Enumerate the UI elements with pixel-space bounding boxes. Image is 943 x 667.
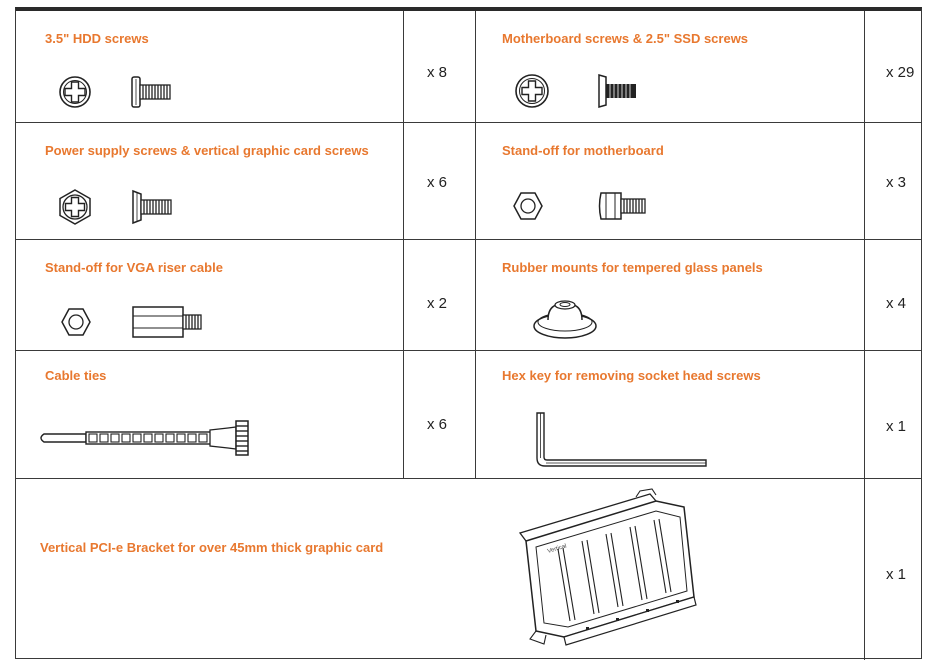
row-divider (16, 122, 921, 123)
screw-side-icon (597, 73, 639, 109)
bracket-brand-text: Vertical (546, 543, 568, 555)
item-label-pcie-bracket: Vertical PCI-e Bracket for over 45mm thick graphic card (40, 540, 384, 555)
item-label-hex-key: Hex key for removing socket head screws (502, 368, 761, 383)
column-divider (403, 11, 404, 478)
item-label-cable-ties: Cable ties (45, 368, 107, 383)
item-qty-cable-ties: x 6 (427, 416, 448, 433)
item-qty-hdd-screws: x 8 (427, 64, 448, 81)
item-qty-pcie-bracket: x 1 (886, 566, 907, 583)
standoff-side-icon (132, 305, 204, 339)
pcie-bracket-icon (516, 489, 701, 649)
row-divider (16, 350, 921, 351)
item-label-rubber-mounts: Rubber mounts for tempered glass panels (502, 260, 763, 275)
screw-side-icon (131, 189, 175, 225)
row-divider (16, 478, 921, 479)
screw-side-icon (131, 75, 173, 109)
cable-tie-icon (36, 417, 252, 457)
column-divider (475, 11, 476, 478)
rubber-mount-icon (532, 296, 598, 342)
phillips-head-icon (58, 75, 92, 109)
row-divider (16, 239, 921, 240)
item-qty-motherboard-standoff: x 3 (886, 174, 907, 191)
hex-phillips-head-icon (57, 189, 93, 225)
accessory-table (15, 7, 922, 659)
item-qty-vga-standoff: x 2 (427, 295, 448, 312)
item-label-vga-standoff: Stand-off for VGA riser cable (45, 260, 223, 275)
hex-nut-icon (513, 192, 543, 220)
item-qty-psu-screws: x 6 (427, 174, 448, 191)
hex-key-icon (534, 411, 710, 469)
standoff-side-icon (597, 191, 649, 221)
column-divider (864, 11, 865, 660)
hex-nut-icon (61, 308, 91, 336)
phillips-head-icon (514, 73, 550, 109)
item-qty-rubber-mounts: x 4 (886, 295, 907, 312)
item-label-hdd-screws: 3.5" HDD screws (45, 31, 149, 46)
item-qty-motherboard-screws: x 29 (886, 64, 915, 81)
item-label-motherboard-screws: Motherboard screws & 2.5" SSD screws (502, 31, 749, 46)
item-label-psu-screws: Power supply screws & vertical graphic card screws (45, 143, 369, 158)
item-qty-hex-key: x 1 (886, 418, 907, 435)
item-label-motherboard-standoff: Stand-off for motherboard (502, 143, 664, 158)
